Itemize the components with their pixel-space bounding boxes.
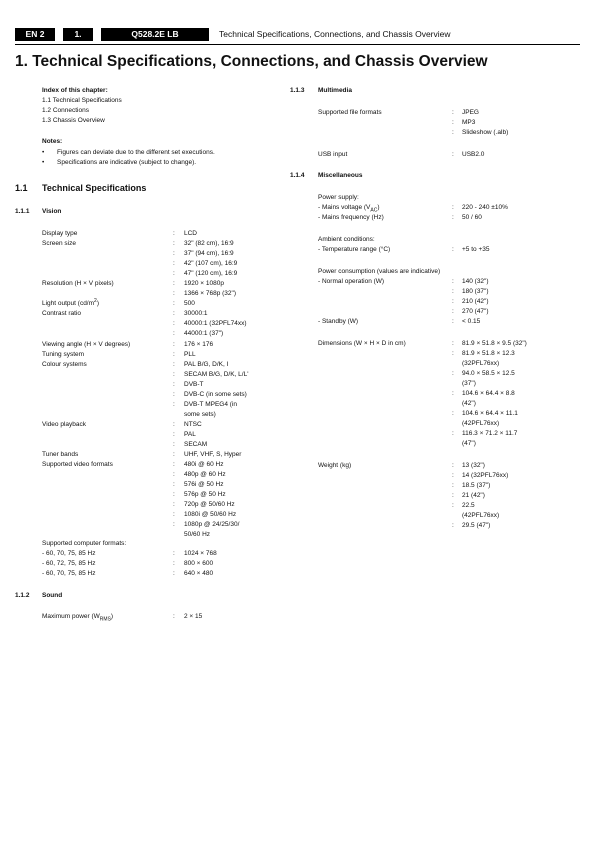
spec-value: 1920 × 1080p — [184, 280, 224, 287]
spec-value: 42" (107 cm), 16:9 — [184, 260, 238, 267]
spec-value: 29.5 (47") — [462, 522, 491, 529]
spec-value: (42PFL76xx) — [462, 420, 500, 427]
spec-value: UHF, VHF, S, Hyper — [184, 451, 242, 458]
spec-value: 1024 × 768 — [184, 550, 217, 557]
subsection-number: 1.1.4 — [290, 172, 305, 179]
bullet-icon: • — [42, 159, 45, 166]
spec-value: 44000:1 (37") — [184, 330, 224, 337]
spec-label: USB input — [318, 151, 348, 158]
spec-label: Supported video formats — [42, 461, 113, 468]
spec-group-label: Power supply: — [318, 194, 359, 201]
spec-value: (32PFL76xx) — [462, 360, 500, 367]
spec-value: 270 (47") — [462, 308, 489, 315]
spec-value: 720p @ 50/60 Hz — [184, 501, 235, 508]
spec-value: 176 × 176 — [184, 341, 214, 348]
spec-value: 220 - 240 ±10% — [462, 204, 508, 211]
spec-label: Dimensions (W × H × D in cm) — [318, 340, 406, 347]
spec-value: (47") — [462, 440, 476, 447]
spec-value: DVB-T MPEG4 (in — [184, 401, 237, 408]
spec-label: Maximum power $(W_{RMS})$ — [42, 613, 114, 623]
note-item: Figures can deviate due to the different set executions. — [57, 149, 215, 156]
index-item[interactable]: 1.3 Chassis Overview — [42, 117, 105, 124]
spec-value: 1080i @ 50/60 Hz — [184, 511, 237, 518]
subsection-title: Vision — [42, 208, 62, 215]
spec-label: Supported computer formats: — [42, 540, 127, 547]
spec-value: 140 (32") — [462, 278, 489, 285]
spec-value: Slideshow (.alb) — [462, 129, 509, 136]
spec-value: < 0.15 — [462, 318, 481, 325]
spec-value: PAL B/G, D/K, I — [184, 361, 229, 368]
spec-value: some sets) — [184, 411, 216, 418]
chapter-badge: 1. — [63, 28, 93, 41]
spec-value: 640 × 480 — [184, 570, 214, 577]
spec-value: PLL — [184, 351, 196, 358]
spec-label: Screen size — [42, 240, 76, 247]
spec-value: 480p @ 60 Hz — [184, 471, 226, 478]
spec-value: LCD — [184, 230, 198, 237]
spec-value: 210 (42") — [462, 298, 489, 305]
spec-value: MP3 — [462, 119, 476, 126]
spec-value: 47" (120 cm), 16:9 — [184, 270, 238, 277]
spec-value: 81.9 × 51.8 × 12.3 — [462, 350, 515, 357]
spec-value: JPEG — [462, 109, 479, 116]
subsection-title: Miscellaneous — [318, 172, 363, 179]
spec-value: 2 × 15 — [184, 613, 203, 620]
spec-value: 21 (42") — [462, 492, 485, 499]
spec-value: 81.9 × 51.8 × 9.5 (32") — [462, 340, 527, 347]
spec-group-label: Power consumption (values are indicative) — [318, 268, 441, 275]
spec-label: Colour systems — [42, 361, 87, 368]
spec-label: - Standby (W) — [318, 318, 359, 325]
spec-value: 32" (82 cm), 16:9 — [184, 240, 234, 247]
spec-label: Contrast ratio — [42, 310, 82, 317]
spec-value: 104.6 × 64.4 × 8.8 — [462, 390, 515, 397]
subsection-number: 1.1.3 — [290, 87, 305, 94]
spec-value: 800 × 600 — [184, 560, 214, 567]
spec-value: 30000:1 — [184, 310, 208, 317]
spec-value: 180 (37") — [462, 288, 489, 295]
model-badge: Q528.2E LB — [101, 28, 209, 41]
page-header — [15, 28, 580, 42]
index-heading: Index of this chapter: — [42, 87, 108, 94]
spec-value: 116.3 × 71.2 × 11.7 — [462, 430, 518, 437]
spec-value: 37" (94 cm), 16:9 — [184, 250, 234, 257]
spec-label: Video playback — [42, 421, 86, 428]
spec-value: 480i @ 60 Hz — [184, 461, 224, 468]
spec-value: 14 (32PFL76xx) — [462, 472, 509, 479]
subsection-title: Multimedia — [318, 87, 352, 94]
spec-label: Tuning system — [42, 351, 85, 358]
spec-label: Tuner bands — [42, 451, 79, 458]
index-item[interactable]: 1.1 Technical Specifications — [42, 97, 122, 104]
spec-label: Supported file formats — [318, 109, 382, 116]
spec-value: 40000:1 (32PFL74xx) — [184, 320, 247, 327]
spec-value: DVB-T — [184, 381, 204, 388]
spec-value: 576p @ 50 Hz — [184, 491, 226, 498]
spec-value: (37") — [462, 380, 476, 387]
spec-value: (42PFL76xx) — [462, 512, 500, 519]
spec-value: 1366 × 768p (32") — [184, 290, 236, 297]
spec-label: Resolution (H × V pixels) — [42, 280, 114, 287]
spec-label: - Normal operation (W) — [318, 278, 385, 285]
spec-value: 18.5 (37") — [462, 482, 491, 489]
spec-value: PAL — [184, 431, 196, 438]
spec-label: - Temperature range (°C) — [318, 246, 391, 253]
spec-label: - 60, 70, 75, 85 Hz — [42, 550, 96, 557]
index-item[interactable]: 1.2 Connections — [42, 107, 89, 114]
spec-value: 576i @ 50 Hz — [184, 481, 224, 488]
spec-label: Weight (kg) — [318, 462, 352, 469]
notes-heading: Notes: — [42, 138, 63, 145]
subsection-number: 1.1.1 — [15, 208, 30, 215]
spec-value: (42") — [462, 400, 476, 407]
spec-value: NTSC — [184, 421, 202, 428]
spec-value: USB2.0 — [462, 151, 485, 158]
header-divider — [15, 44, 580, 45]
spec-label: Light output $(cd/m^2)$ — [42, 297, 99, 307]
section-number: 1.1 — [15, 183, 28, 193]
spec-label: - 60, 72, 75, 85 Hz — [42, 560, 96, 567]
spec-label: - Mains frequency (Hz) — [318, 214, 384, 221]
section-title: Technical Specifications — [42, 183, 147, 193]
spec-label: Display type — [42, 230, 78, 237]
spec-label: Viewing angle (H × V degrees) — [42, 341, 131, 348]
spec-label: - Mains voltage $(V_{AC})$ — [318, 204, 380, 214]
spec-label: - 60, 70, 75, 85 Hz — [42, 570, 96, 577]
spec-value: 22.5 — [462, 502, 475, 509]
spec-value: 104.6 × 64.4 × 11.1 — [462, 410, 518, 417]
subsection-number: 1.1.2 — [15, 592, 30, 599]
chapter-title: 1. Technical Specifications, Connections, and Chassis Overview — [15, 53, 488, 70]
spec-value: 50 / 60 — [462, 214, 482, 221]
spec-group-label: Ambient conditions: — [318, 236, 375, 243]
spec-value: SECAM B/G, D/K, L/L' — [184, 371, 249, 378]
spec-value: 94.0 × 58.5 × 12.5 — [462, 370, 515, 377]
spec-value: DVB-C (in some sets) — [184, 391, 247, 398]
spec-value: SECAM — [184, 441, 208, 448]
note-item: Specifications are indicative (subject to change). — [57, 159, 197, 166]
subsection-title: Sound — [42, 592, 63, 599]
spec-value: +5 to +35 — [462, 246, 490, 253]
spec-value: 500 — [184, 300, 195, 307]
spec-value: 1080p @ 24/25/30/ — [184, 521, 240, 528]
spec-value: 13 (32") — [462, 462, 485, 469]
spec-value: 50/60 Hz — [184, 531, 211, 538]
page-number-badge: EN 2 — [15, 28, 55, 41]
header-title: Technical Specifications, Connections, and Chassis Overview — [219, 29, 451, 39]
bullet-icon: • — [42, 149, 45, 156]
